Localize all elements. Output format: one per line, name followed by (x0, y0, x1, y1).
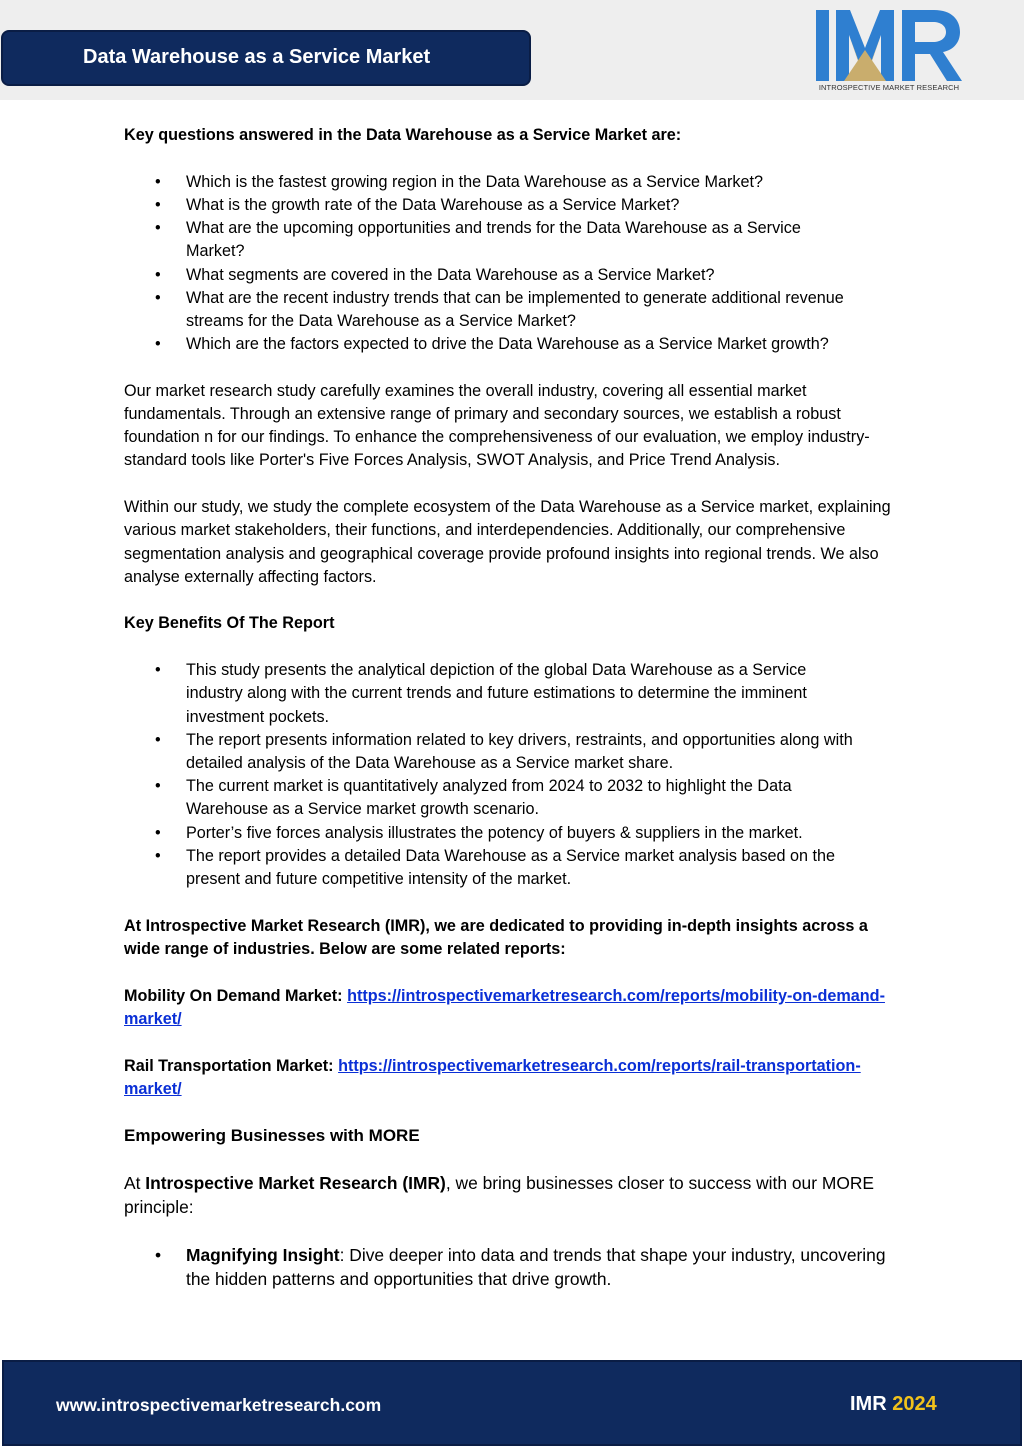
list-item: • What segments are covered in the Data Warehouse as a Service Market? (186, 264, 904, 287)
list-item: • What are the upcoming opportunities and trends for the Data Warehouse as a Service Market? (186, 217, 826, 263)
more-intro-suffix: , we bring businesses closer to success with our MORE principle: (124, 1173, 875, 1218)
list-item: • What are the recent industry trends that can be implemented to generate additional revenue streams for the Data Warehouse as a Service Market? (186, 287, 856, 333)
report-link[interactable]: https://introspectivemarketresearch.com/reports/mobility-on-demand-market/ (124, 986, 885, 1028)
list-item: • Which is the fastest growing region in the Data Warehouse as a Service Market? (186, 171, 904, 194)
more-list (124, 1243, 904, 1291)
footer-brand (850, 1393, 937, 1416)
more-intro (124, 1171, 904, 1219)
list-item: • Porter’s five forces analysis illustrates the potency of buyers & suppliers in the market. (186, 822, 904, 845)
imr-logo (814, 10, 964, 96)
more-intro-bold: Introspective Market Research (IMR) (145, 1173, 446, 1194)
more-item-title: Magnifying Insight (186, 1244, 340, 1265)
ecosystem-paragraph: Within our study, we study the complete ecosystem of the Data Warehouse as a Service market, explaining various market stakeholders, their functions, and interdependencies. Additionally, our comprehensive segmentation analysis and geographical coverage provide profound insights into regional trends. We also analyse externally affecting factors. (124, 498, 891, 586)
key-questions-heading: Key questions answered in the Data Warehouse as a Service Market are: (124, 126, 682, 144)
list-item: • The current market is quantitatively analyzed from 2024 to 2032 to highlight the Data Warehouse as a Service market growth scenario. (186, 775, 876, 821)
page-title: Data Warehouse as a Service Market (83, 46, 431, 68)
related-report-rail (124, 1055, 904, 1101)
list-item (186, 1243, 904, 1291)
benefits-list (124, 659, 904, 891)
title-banner (1, 30, 531, 86)
related-intro: At Introspective Market Research (IMR), we are dedicated to providing in-depth insights across a wide range of industries. Below are some related reports: (124, 916, 868, 958)
document-body (124, 124, 904, 1314)
list-item: • This study presents the analytical depiction of the global Data Warehouse as a Service industry along with the current trends and future estimations to determine the imminent investment pockets. (186, 659, 866, 729)
list-item: • What is the growth rate of the Data Warehouse as a Service Market? (186, 194, 904, 217)
more-heading: Empowering Businesses with MORE (124, 1126, 420, 1146)
related-report-mobility (124, 985, 904, 1031)
list-item: • The report provides a detailed Data Warehouse as a Service market analysis based on the present and future competitive intensity of the market. (186, 845, 886, 891)
footer-brand-text: IMR (850, 1393, 887, 1415)
footer-url[interactable]: www.introspectivemarketresearch.com (56, 1395, 382, 1415)
footer-band (2, 1360, 1022, 1446)
report-label: Mobility On Demand Market: (124, 986, 343, 1005)
benefits-heading: Key Benefits Of The Report (124, 614, 335, 633)
report-label: Rail Transportation Market: (124, 1056, 334, 1075)
list-item: • Which are the factors expected to drive the Data Warehouse as a Service Market growth? (186, 333, 904, 356)
report-link[interactable]: https://introspectivemarketresearch.com/reports/rail-transportation-market/ (124, 1056, 861, 1098)
more-item-text: : Dive deeper into data and trends that shape your industry, uncovering the hidden patterns and opportunities that drive growth. (186, 1244, 886, 1289)
logo-caption: INTROSPECTIVE MARKET RESEARCH (818, 83, 960, 92)
more-intro-prefix: At (124, 1173, 146, 1194)
list-item: • The report presents information related to key drivers, restraints, and opportunities along with detailed analysis of the Data Warehouse as a Service market share. (186, 729, 904, 775)
footer-year: 2024 (892, 1393, 937, 1415)
key-questions-list (124, 171, 904, 357)
research-paragraph: Our market research study carefully examines the overall industry, covering all essential market fundamentals. Through an extensive range of primary and secondary sources, we establish a robust foundation n for our findings. To enhance the comprehensiveness of our evaluation, we employ industry-standard tools like Porter's Five Forces Analysis, SWOT Analysis, and Price Trend Analysis. (124, 381, 870, 470)
imr-logo-mark (814, 10, 964, 82)
